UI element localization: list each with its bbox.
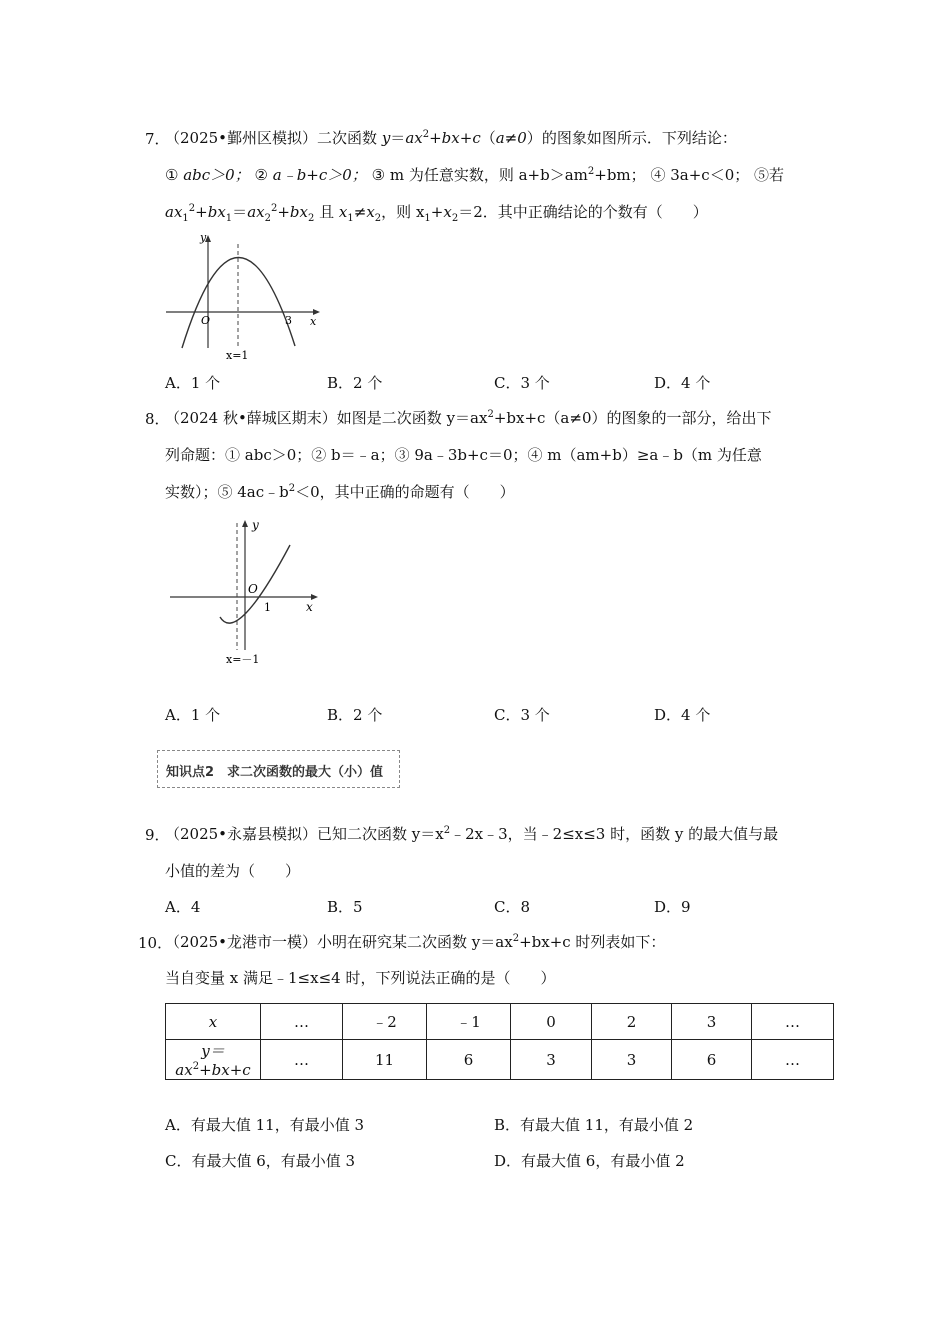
q9-option-d[interactable]: D．9: [654, 898, 691, 916]
q7-graph-root: 3: [285, 314, 292, 327]
table-cell: ﹣1: [427, 1004, 511, 1040]
table-cell: …: [752, 1040, 834, 1080]
q7-option-a[interactable]: A．1 个: [165, 374, 221, 392]
q9-line-1: （2025•永嘉县模拟）已知二次函数 $y=x^2﹣2x﹣3$，当﹣2≤x≤3 时，函数 y 的最大值与最: [165, 825, 779, 843]
q8-graph-origin: O: [248, 582, 258, 596]
q9-option-a[interactable]: A．4: [165, 898, 201, 916]
q8-graph-root: 1: [264, 601, 271, 614]
q9-number: 9．: [145, 826, 170, 844]
q9-line-2: 小值的差为（ ）: [165, 862, 301, 880]
table-head-x: x: [166, 1004, 261, 1040]
q7-line-2: ① abc＞0； ② a﹣b+c＞0； ③ m 为任意实数，则 $a+b>am^2+bm$； ④ 3a+c＜0； ⑤若: [165, 166, 785, 184]
q8-line-2: 列命题：① abc＞0；② b＝﹣a；③ 9a﹣3b+c＝0；④ m（am+b）≥a﹣b（m 为任意: [165, 446, 762, 464]
q8-graph-x-label: x: [306, 600, 313, 614]
table-cell: …: [261, 1004, 343, 1040]
q8-option-b[interactable]: B．2 个: [327, 706, 383, 724]
q10-option-d[interactable]: D．有最大值 6，有最小值 2: [494, 1152, 685, 1170]
q7-option-d[interactable]: D．4 个: [654, 374, 711, 392]
q7-graph-axis-label: x=1: [226, 349, 249, 362]
q7-source: （2025•鄞州区模拟）: [165, 129, 318, 147]
q7-line-3: $ax_1^2+bx_1=ax_2^2+bx_2$ 且 $x_1\ne x_2$，则 $x_1+x_2=2$．其中正确结论的个数有（ ）: [165, 203, 708, 224]
q8-line-3: 实数）；⑤ $4ac﹣b^2<0$，其中正确的命题有（ ）: [165, 483, 515, 501]
table-row: [166, 1040, 834, 1080]
table-cell: 11: [343, 1040, 427, 1080]
table-cell: 3: [592, 1040, 672, 1080]
section-heading-label: 知识点2 求二次函数的最大（小）值: [166, 765, 384, 780]
q7-line-1: （2025•鄞州区模拟）二次函数 $y=ax^2+bx+c(a\ne 0)$的图象如图所示．下列结论：: [165, 129, 737, 147]
q10-value-table: [165, 1003, 834, 1080]
table-cell: …: [752, 1004, 834, 1040]
q9-option-c[interactable]: C．8: [494, 898, 531, 916]
table-head-y: $y=ax^2+bx+c$: [166, 1040, 261, 1080]
q7-number: 7．: [145, 130, 170, 148]
q10-option-a[interactable]: A．有最大值 11，有最小值 3: [165, 1116, 365, 1134]
table-cell: 6: [427, 1040, 511, 1080]
table-cell: 0: [511, 1004, 592, 1040]
q7-formula-a: a≠0: [495, 129, 527, 147]
q8-option-d[interactable]: D．4 个: [654, 706, 711, 724]
q8-number: 8．: [145, 410, 170, 428]
q10-number: 10．: [138, 934, 173, 952]
table-cell: 3: [511, 1040, 592, 1080]
q8-parabola-graph: [160, 515, 330, 675]
table-cell: 3: [672, 1004, 752, 1040]
q7-graph-x-label: x: [310, 315, 317, 328]
q8-option-a[interactable]: A．1 个: [165, 706, 221, 724]
q8-line-1: （2024 秋•薛城区期末）如图是二次函数 $y=ax^2+bx+c(a\ne 0)$的图象的一部分，给出下: [165, 409, 772, 427]
q7-stem-b: 的图象如图所示．下列结论：: [541, 129, 737, 147]
q8-graph-y-label: y: [252, 518, 259, 532]
q10-line-1: （2025•龙港市一模）小明在研究某二次函数 $y=ax^2+bx+c$ 时列表如下：: [165, 933, 666, 951]
q7-graph-y-label: y: [200, 231, 207, 244]
table-row: [166, 1004, 834, 1040]
q9-option-b[interactable]: B．5: [327, 898, 363, 916]
q7-option-b[interactable]: B．2 个: [327, 374, 383, 392]
q10-option-c[interactable]: C．有最大值 6，有最小值 3: [165, 1152, 356, 1170]
q7-option-c[interactable]: C．3 个: [494, 374, 550, 392]
q10-option-b[interactable]: B．有最大值 11，有最小值 2: [494, 1116, 694, 1134]
table-cell: …: [261, 1040, 343, 1080]
q7-graph-origin: O: [201, 314, 211, 327]
q8-graph-axis-label: x=－1: [226, 653, 260, 666]
q10-line-2: 当自变量 x 满足﹣1≤x≤4 时，下列说法正确的是（ ）: [165, 969, 556, 987]
q8-option-c[interactable]: C．3 个: [494, 706, 550, 724]
table-cell: ﹣2: [343, 1004, 427, 1040]
section-heading-box: [157, 750, 400, 788]
table-cell: 2: [592, 1004, 672, 1040]
table-cell: 6: [672, 1040, 752, 1080]
q7-parabola-graph: [160, 228, 330, 363]
q7-stem-a: 二次函数: [317, 129, 382, 147]
